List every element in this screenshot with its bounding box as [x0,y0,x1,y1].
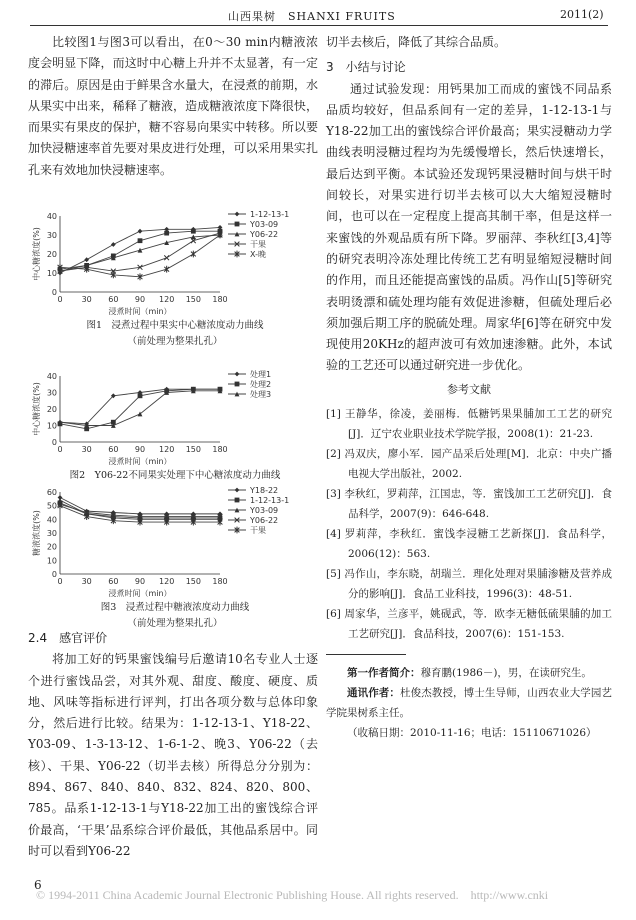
figure-2-chart [30,368,320,468]
figure-1-caption: 图1 浸煮过程中果实中心糖浓度动力曲线 [86,320,264,331]
data-point [164,255,169,260]
page-number: 6 [34,878,42,892]
y-tick-label: 10 [46,269,57,278]
y-tick-label: 0 [51,438,57,447]
x-tick-label: 90 [134,295,146,304]
legend-marker [235,212,240,217]
x-tick-label: 180 [212,577,228,586]
footnote-rule [326,654,406,655]
x-tick-label: 180 [212,445,228,454]
legend-label: Y18-22 [250,486,279,495]
x-tick-label: 60 [108,445,119,454]
y-axis-label: 糖液浓度(%) [32,510,41,556]
x-tick-label: 90 [134,445,146,454]
x-tick-label: 150 [185,577,201,586]
x-axis-label: 浸煮时间（min） [108,589,172,598]
figure-3-subcaption: （前处理为整果扎孔） [127,618,223,629]
figure-1-chart [30,208,320,318]
data-point [84,257,89,262]
author-label: 第一作者简介： [347,667,421,680]
data-point [138,393,143,398]
x-tick-label: 0 [57,577,63,586]
x-tick-label: 30 [81,445,92,454]
x-tick-label: 150 [185,295,201,304]
legend-label: 处理3 [250,390,272,399]
y-tick-label: 40 [46,212,57,221]
legend-label: 干果 [250,526,266,535]
y-axis-label: 中心糖浓度(%) [32,382,41,436]
legend-marker [235,488,240,493]
y-tick-label: 20 [46,542,57,552]
x-axis-label: 浸煮时间（min） [108,307,172,316]
legend-label: 1-12-13-1 [250,210,290,219]
x-tick-label: 150 [185,445,201,454]
corresponding-label: 通讯作者： [347,687,401,700]
paragraph-conclusion: 通过试验发现：用钙果加工而成的蜜饯不同品系品质均较好，但品系间有一定的差异，1-12-13-1与Y18-22加工出的蜜饯综合评价最高；果实浸糖动力学曲线表明浸糖过程均为先缓慢增长，然后快速增长，最后达到平衡。本试验还发现钙果浸糖时间与烘干时间较长，对果实进行切半去核可以大大缩短浸糖时间，也可以在一定程度上提高其制干率，但是这样一来蜜饯的外观品质有所下降。罗丽萍、李秋红[3,4]等的研究表明冷冻处理比传统工艺有明显缩短浸糖时间的作用，而且还能提高蜜饯的品质。冯作山[5]等研究表明烫漂和硫处理均能有效促进渗糖，但硫处理后必须加强后期工序的脱硫处理。周家华[6]等在研究中发现使用20KHz的超声波可有效加速渗糖。此外，本试验的工艺还可以通过研究进一步优化。 [326,81,612,373]
left-column-lower [28,628,318,862]
data-point [138,229,143,234]
y-tick-label: 60 [46,488,57,497]
data-point [164,266,169,273]
data-point [164,231,169,236]
x-tick-label: 0 [57,445,63,454]
figure-2-caption: 图2 Y06-22不同果实处理下中心糖浓度动力曲线 [69,470,281,481]
received-date: （收稿日期：2010-11-16；电话：15110671026） [347,727,597,740]
x-tick-label: 30 [81,295,92,304]
data-point [191,251,196,258]
corresponding-note [326,683,612,723]
author-note [326,663,612,683]
section-3-heading: 3 小结与讨论 [326,60,406,75]
legend-label: 处理1 [250,370,272,379]
journal-title: 山西果树 SHANXI FRUITS [228,10,396,23]
data-point [111,242,116,247]
reference-item: [1] 王静华，徐凌，姜丽梅．低糖钙果果脯加工工艺的研究[J]．辽宁农业职业技术学院学报，2008(1)：21-23. [326,408,612,441]
x-tick-label: 60 [108,577,119,586]
data-point [191,229,196,234]
x-tick-label: 120 [159,445,175,454]
section-2-4-heading: 2.4 感官评价 [28,631,108,645]
legend-marker [235,372,240,377]
reference-item: [4] 罗莉萍，李秋红．蜜饯李浸糖工艺新探[J]．食品科学，2006(12)：563. [326,528,612,561]
figure-1-subcaption: （前处理为整果扎孔） [127,336,223,347]
running-header [0,0,636,30]
x-tick-label: 60 [108,295,119,304]
legend-label: Y06-22 [250,516,279,525]
legend-label: 1-12-13-1 [250,496,290,505]
y-tick-label: 20 [46,250,57,259]
reference-item: [2] 冯双庆，廖小军．园产品采后处理[M]．北京：中央广播电视大学出版社，2002. [326,448,612,481]
paragraph-continued: 切半去核后，降低了其综合品质。 [326,35,507,49]
reference-item: [6] 周家华，兰彦平，姚砚武，等．欧李无糖低硫果脯的加工工艺研究[J]．食品科技，2007(6)：151-153. [326,608,612,641]
y-tick-label: 10 [46,556,57,566]
right-column [326,32,612,743]
y-tick-label: 0 [51,288,57,297]
header-rule [30,25,608,26]
y-tick-label: 0 [51,570,57,579]
y-tick-label: 40 [46,372,57,381]
data-point [138,248,143,253]
x-tick-label: 30 [81,577,92,586]
legend-label: 干果 [250,240,266,249]
figure-3-chart [30,484,320,600]
data-point [138,238,143,243]
reference-item: [3] 李秋红，罗莉萍，江国忠，等．蜜饯加工工艺研究[J]．食品科学，2007(9)：646-648. [326,488,612,521]
x-tick-label: 90 [134,577,146,586]
legend-marker [235,382,240,387]
paragraph-compare: 比较图1与图3可以看出，在0～30 min内糖液浓度会明显下降，而这时中心糖上升并不太显著，有一定的滞后。原因是由于鲜果含水量大，在浸煮的前期，水从果实中出来，稀释了糖液，造成糖液浓度下降很快，而果实有果皮的保护，糖不容易向果实中转移。所以要加快浸糖速率首先要对果皮进行处理，可以采用果实扎孔来有效地加快浸糖速率。 [28,35,318,177]
y-tick-label: 50 [46,501,57,511]
x-tick-label: 120 [159,577,175,586]
journal-issue: 2011(2) [560,8,604,21]
author-text: 穆育鹏(1986－)，男，在读研究生。 [420,667,592,680]
figure-3 [30,484,320,632]
paragraph-sensory: 将加工好的钙果蜜饯编号后邀请10名专业人士逐个进行蜜饯品尝，对其外观、甜度、酸度、硬度、质地、风味等指标进行评判，打出各项分数与总体印象分，然后进行比较。结果为：1-12-13-1、Y18-22、Y03-09、1-3-13-12、1-6-1-2、晚3、Y06-22（去核）、干果、Y06-22（切半去核）所得总分分别为：894、867、840、840、832、824、820、800、785。品系1-12-13-1与Y18-22加工出的蜜饯综合评价最高，‘干果’品系综合评价最低，其他品系居中。同时可以看到Y06-22 [28,652,318,858]
y-tick-label: 30 [46,231,57,240]
figure-3-caption: 图3 浸煮过程中糖液浓度动力曲线 [100,602,250,613]
x-tick-label: 180 [212,295,228,304]
legend-label: Y03-09 [250,506,279,515]
y-tick-label: 20 [46,405,57,414]
legend-label: Y06-22 [250,230,279,239]
legend-label: X-晚 [250,250,266,259]
y-tick-label: 30 [46,388,57,398]
legend-marker [235,498,240,503]
figure-1 [30,208,320,350]
x-tick-label: 0 [57,295,63,304]
y-axis-label: 中心糖浓度(%) [32,227,41,281]
legend-marker [235,222,240,227]
left-column [28,32,318,181]
copyright-watermark: © 1994-2011 China Academic Journal Electronic Publishing House. All rights reserved. http://www.cnki [36,888,549,902]
legend-label: Y03-09 [250,220,279,229]
figure-2 [30,368,320,484]
y-tick-label: 30 [46,529,57,538]
x-axis-label: 浸煮时间（min） [108,457,172,466]
legend-label: 处理2 [250,380,272,389]
references-heading: 参考文献 [447,382,491,396]
y-tick-label: 40 [46,515,57,525]
corresponding-text: 杜俊杰教授，博士生导师，山西农业大学园艺学院果树系主任。 [326,687,613,720]
reference-item: [5] 冯作山，李东晓，胡瑞兰．理化处理对果脯渗糖及营养成分的影响[J]．食品工业科技，1996(3)：48-51. [326,568,612,601]
x-tick-label: 120 [159,295,175,304]
y-tick-label: 10 [46,421,57,431]
